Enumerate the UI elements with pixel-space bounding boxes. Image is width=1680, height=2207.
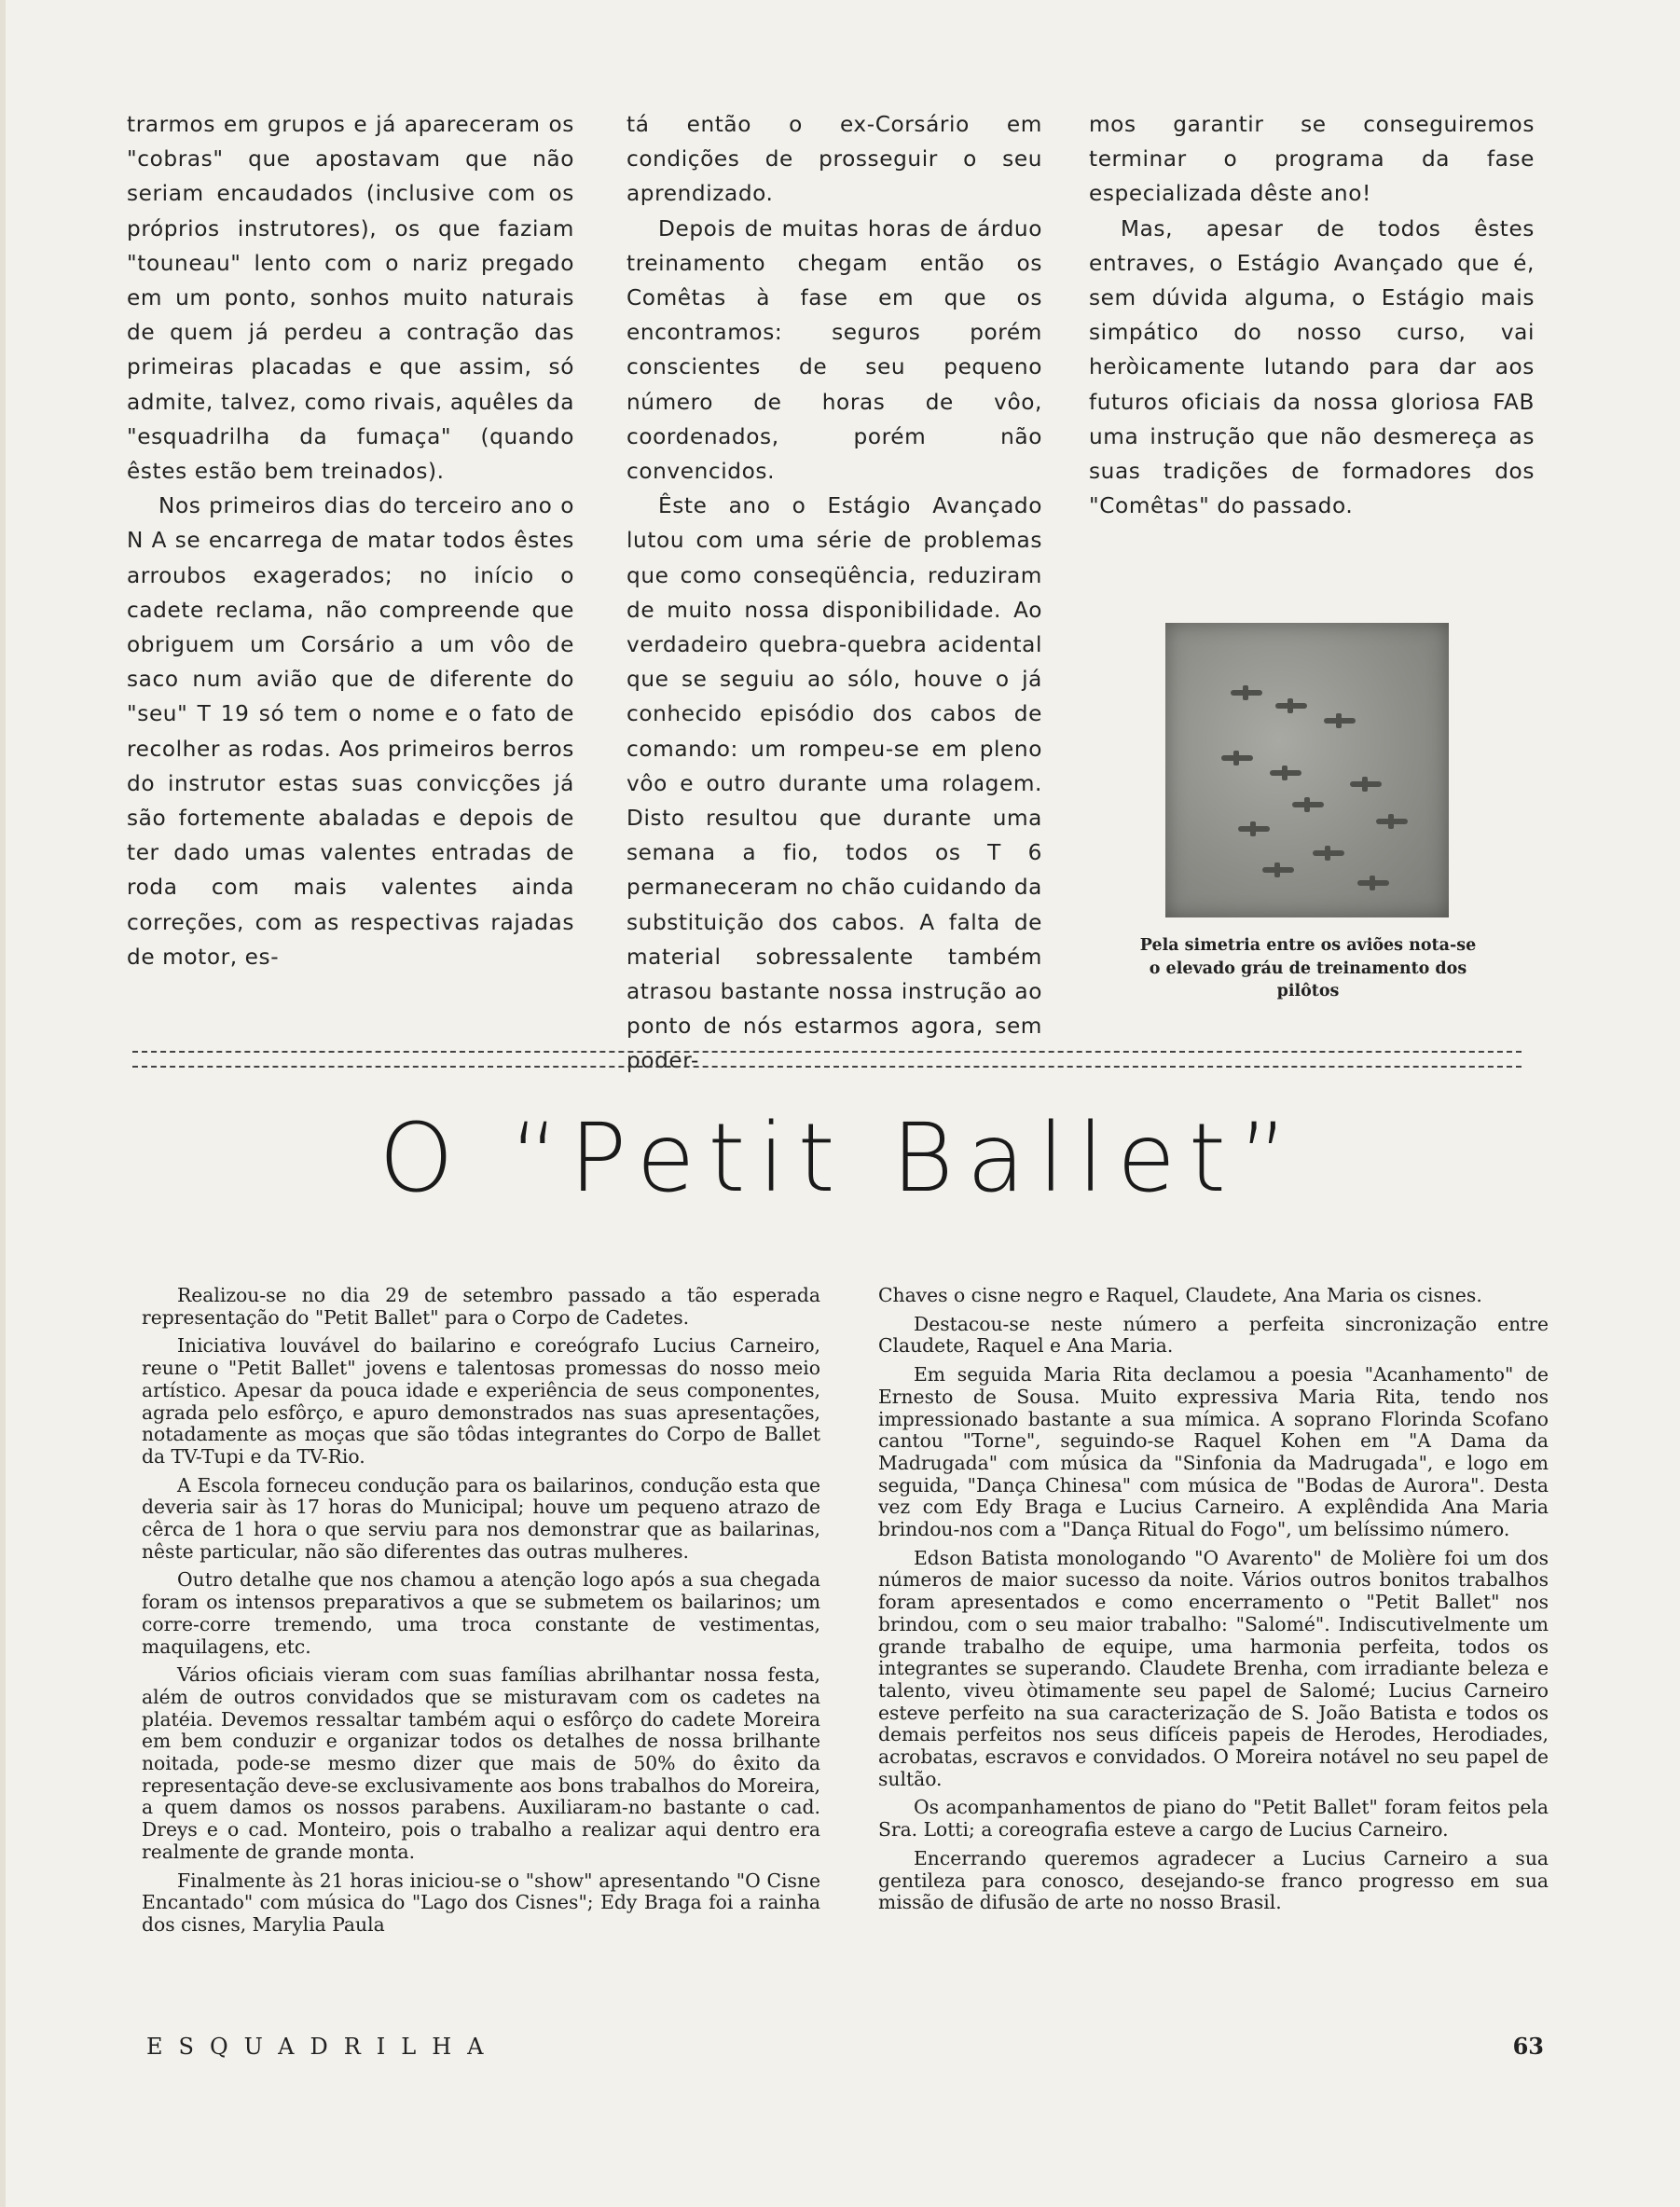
airplane-icon: [1221, 755, 1253, 761]
magazine-name: ESQUADRILHA: [146, 2034, 500, 2060]
paragraph: trarmos em grupos e já apareceram os "cobras" que apostavam que não seriam encaudados (inclusive com os próprios instrutores), os que faziam "touneau" lento com o nariz pregado em um ponto, sonhos muito naturais de quem já perdeu a contração das primeiras placadas e que assim, só admite, talvez, como rivais, aquêles da "esquadrilha da fumaça" (quando êstes estão bem treinados).: [127, 112, 574, 485]
photo-caption: Pela simetria entre os aviões nota-se o elevado gráu de treinamento dos pilôtos: [1139, 936, 1477, 1000]
paragraph: Os acompanhamentos de piano do "Petit Ballet" foram feitos pela Sra. Lotti; a coreografia esteve a cargo de Lucius Carneiro.: [878, 1796, 1549, 1841]
paragraph: Nos primeiros dias do terceiro ano o N A se encarrega de matar todos êstes arroubos exagerados; no início o cadete reclama, não compreende que obriguem um Corsário a um vôo de saco num avião que de diferente do "seu" T 19 só tem o nome e o fato de recolher as rodas. Aos primeiros berros do instrutor estas suas convicções já são fortemente abaladas e depois de ter dado umas valentes entradas de roda com mais valentes ainda correções, com as respectivas rajadas de motor, es-: [127, 493, 574, 970]
paragraph: Vários oficiais vieram com suas famílias abrilhantar nossa festa, além de outros convidados que se misturavam com os cadetes na platéia. Devemos ressaltar também aqui o esfôrço do cadete Moreira em bem conduzir e organizar todos os detalhes de nossa brilhante noitada, pode-se mesmo dizer que mais de 50% do êxito da representação deve-se exclusivamente aos bons trabalhos do Moreira, a quem damos os nossos parabens. Auxiliaram-no bastante o cad. Dreys e o cad. Monteiro, pois o trabalho a realizar aqui dentro era realmente de grande monta.: [142, 1663, 820, 1863]
top-article-column-1: [127, 107, 574, 974]
page-number: 63: [1512, 2033, 1544, 2060]
paragraph: Êste ano o Estágio Avançado lutou com uma série de problemas que como conseqüência, reduziram de muito nossa disponibilidade. Ao verdadeiro quebra-quebra acidental que se seguiu ao sólo, houve o já conhecido episódio dos cabos de comando: um rompeu-se em pleno vôo e outro durante uma rolagem. Disto resultou que durante uma semana a fio, todos os T 6 permaneceram no chão cuidando da substituição dos cabos. A falta de material sobressalente também atrasou bastante nossa instrução ao ponto de nós estarmos agora, sem poder-: [627, 493, 1042, 1074]
paragraph: mos garantir se conseguiremos terminar o programa da fase especializada dêste ano!: [1089, 112, 1535, 207]
airplane-icon: [1376, 819, 1408, 824]
article-title: O “Petit Ballet”: [379, 1103, 1301, 1214]
airplane-icon: [1350, 781, 1382, 787]
paragraph: Realizou-se no dia 29 de setembro passado a tão esperada representação do "Petit Ballet" para o Corpo de Cadetes.: [142, 1284, 820, 1329]
paragraph: Outro detalhe que nos chamou a atenção logo após a sua chegada foram os intensos preparativos a que se submetem os bailarinos; um corre-corre tremendo, uma troca constante de vestimentas, maquilagens, etc.: [142, 1568, 820, 1658]
paragraph: Destacou-se neste número a perfeita sincronização entre Claudete, Raquel e Ana Maria.: [878, 1312, 1549, 1358]
paragraph: Em seguida Maria Rita declamou a poesia "Acanhamento" de Ernesto de Sousa. Muito expressiva Maria Rita, tendo nos impressionado bastante a sua mímica. A soprano Florinda Scofano cantou "Torne", seguindo-se Raquel Kohen em "A Dama da Madrugada" com música da "Sinfonia da Madrugada", e logo em seguida, "Dança Chinesa" com música de "Bodas de Aurora". Desta vez com Edy Braga e Lucius Carneiro. A explêndida Ana Maria brindou-nos com a "Dança Ritual do Fogo", um belíssimo número.: [878, 1363, 1549, 1541]
airplane-icon: [1270, 770, 1301, 776]
paragraph: Depois de muitas horas de árduo treinamento chegam então os Comêtas à fase em que os encontramos: seguros porém conscientes de seu pequeno número de horas de vôo, coordenados, porém não convencidos.: [627, 215, 1042, 485]
page-edge: [0, 0, 6, 2207]
paragraph: Encerrando queremos agradecer a Lucius Carneiro a sua gentileza para conosco, desejando-se franco progresso em sua missão de difusão de arte no nosso Brasil.: [878, 1846, 1549, 1914]
airplane-icon: [1238, 826, 1270, 832]
paragraph: A Escola forneceu condução para os bailarinos, condução esta que deveria sair às 17 horas do Municipal; houve um pequeno atrazo de cêrca de 1 hora o que serviu para nos demonstrar que as bailarinas, nêste particular, não são diferentes das outras mulheres.: [142, 1473, 820, 1563]
ballet-column-2: [878, 1285, 1549, 1921]
airplane-icon: [1313, 850, 1344, 856]
paragraph: Iniciativa louvável do bailarino e coreógrafo Lucius Carneiro, reune o "Petit Ballet" jovens e talentosas promessas do nosso meio artístico. Apesar da pouca idade e experiência de seus componentes, agrada pelo esfôrço, e apuro demonstrados nas suas apresentações, notadamente as moças que são tôdas integrantes do Corpo de Ballet da TV-Tupi e da TV-Rio.: [142, 1334, 820, 1468]
paragraph: Mas, apesar de todos êstes entraves, o Estágio Avançado que é, sem dúvida alguma, o Estágio mais simpático do nosso curso, vai heròicamente lutando para dar aos futuros oficiais da nossa gloriosa FAB uma instrução que não desmereça as suas tradições de formadores dos "Comêtas" do passado.: [1089, 215, 1535, 519]
ballet-column-1: [142, 1285, 820, 1943]
paragraph: Chaves o cisne negro e Raquel, Claudete, Ana Maria os cisnes.: [878, 1284, 1482, 1306]
airplane-icon: [1292, 802, 1324, 807]
top-article-column-2: [627, 107, 1042, 1079]
airplane-icon: [1324, 718, 1356, 724]
airplane-icon: [1357, 880, 1389, 886]
airplane-icon: [1275, 703, 1307, 709]
paragraph: Edson Batista monologando "O Avarento" de Molière foi um dos números de maior sucesso da noite. Vários outros bonitos trabalhos foram apresentados e como encerramento o "Petit Ballet" nos brindou, com o seu maior trabalho: "Salomé". Indiscutivelmente um grande trabalho de equipe, uma harmonia perfeita, todos os integrantes se superando. Claudete Brenha, com irradiante beleza e talento, viveu òtimamente seu papel de Salomé; Lucius Carneiro esteve perfeito na sua caracterização de S. João Batista e todos os demais perfeitos nos seus difíceis papeis de Herodes, Herodiades, acrobatas, escravos e convidados. O Moreira notável no seu papel de sultão.: [878, 1546, 1549, 1790]
paragraph: Finalmente às 21 horas iniciou-se o "show" apresentando "O Cisne Encantado" com música do "Lago dos Cisnes"; Edy Braga foi a rainha dos cisnes, Marylia Paula: [142, 1869, 820, 1936]
divider: [132, 1051, 1522, 1053]
divider: [132, 1066, 1522, 1068]
paragraph: tá então o ex-Corsário em condições de prosseguir o seu aprendizado.: [627, 112, 1042, 207]
airplane-icon: [1262, 867, 1294, 873]
top-article-column-3: [1089, 107, 1535, 523]
formation-flight-photo: [1165, 623, 1449, 917]
airplane-icon: [1231, 690, 1262, 696]
